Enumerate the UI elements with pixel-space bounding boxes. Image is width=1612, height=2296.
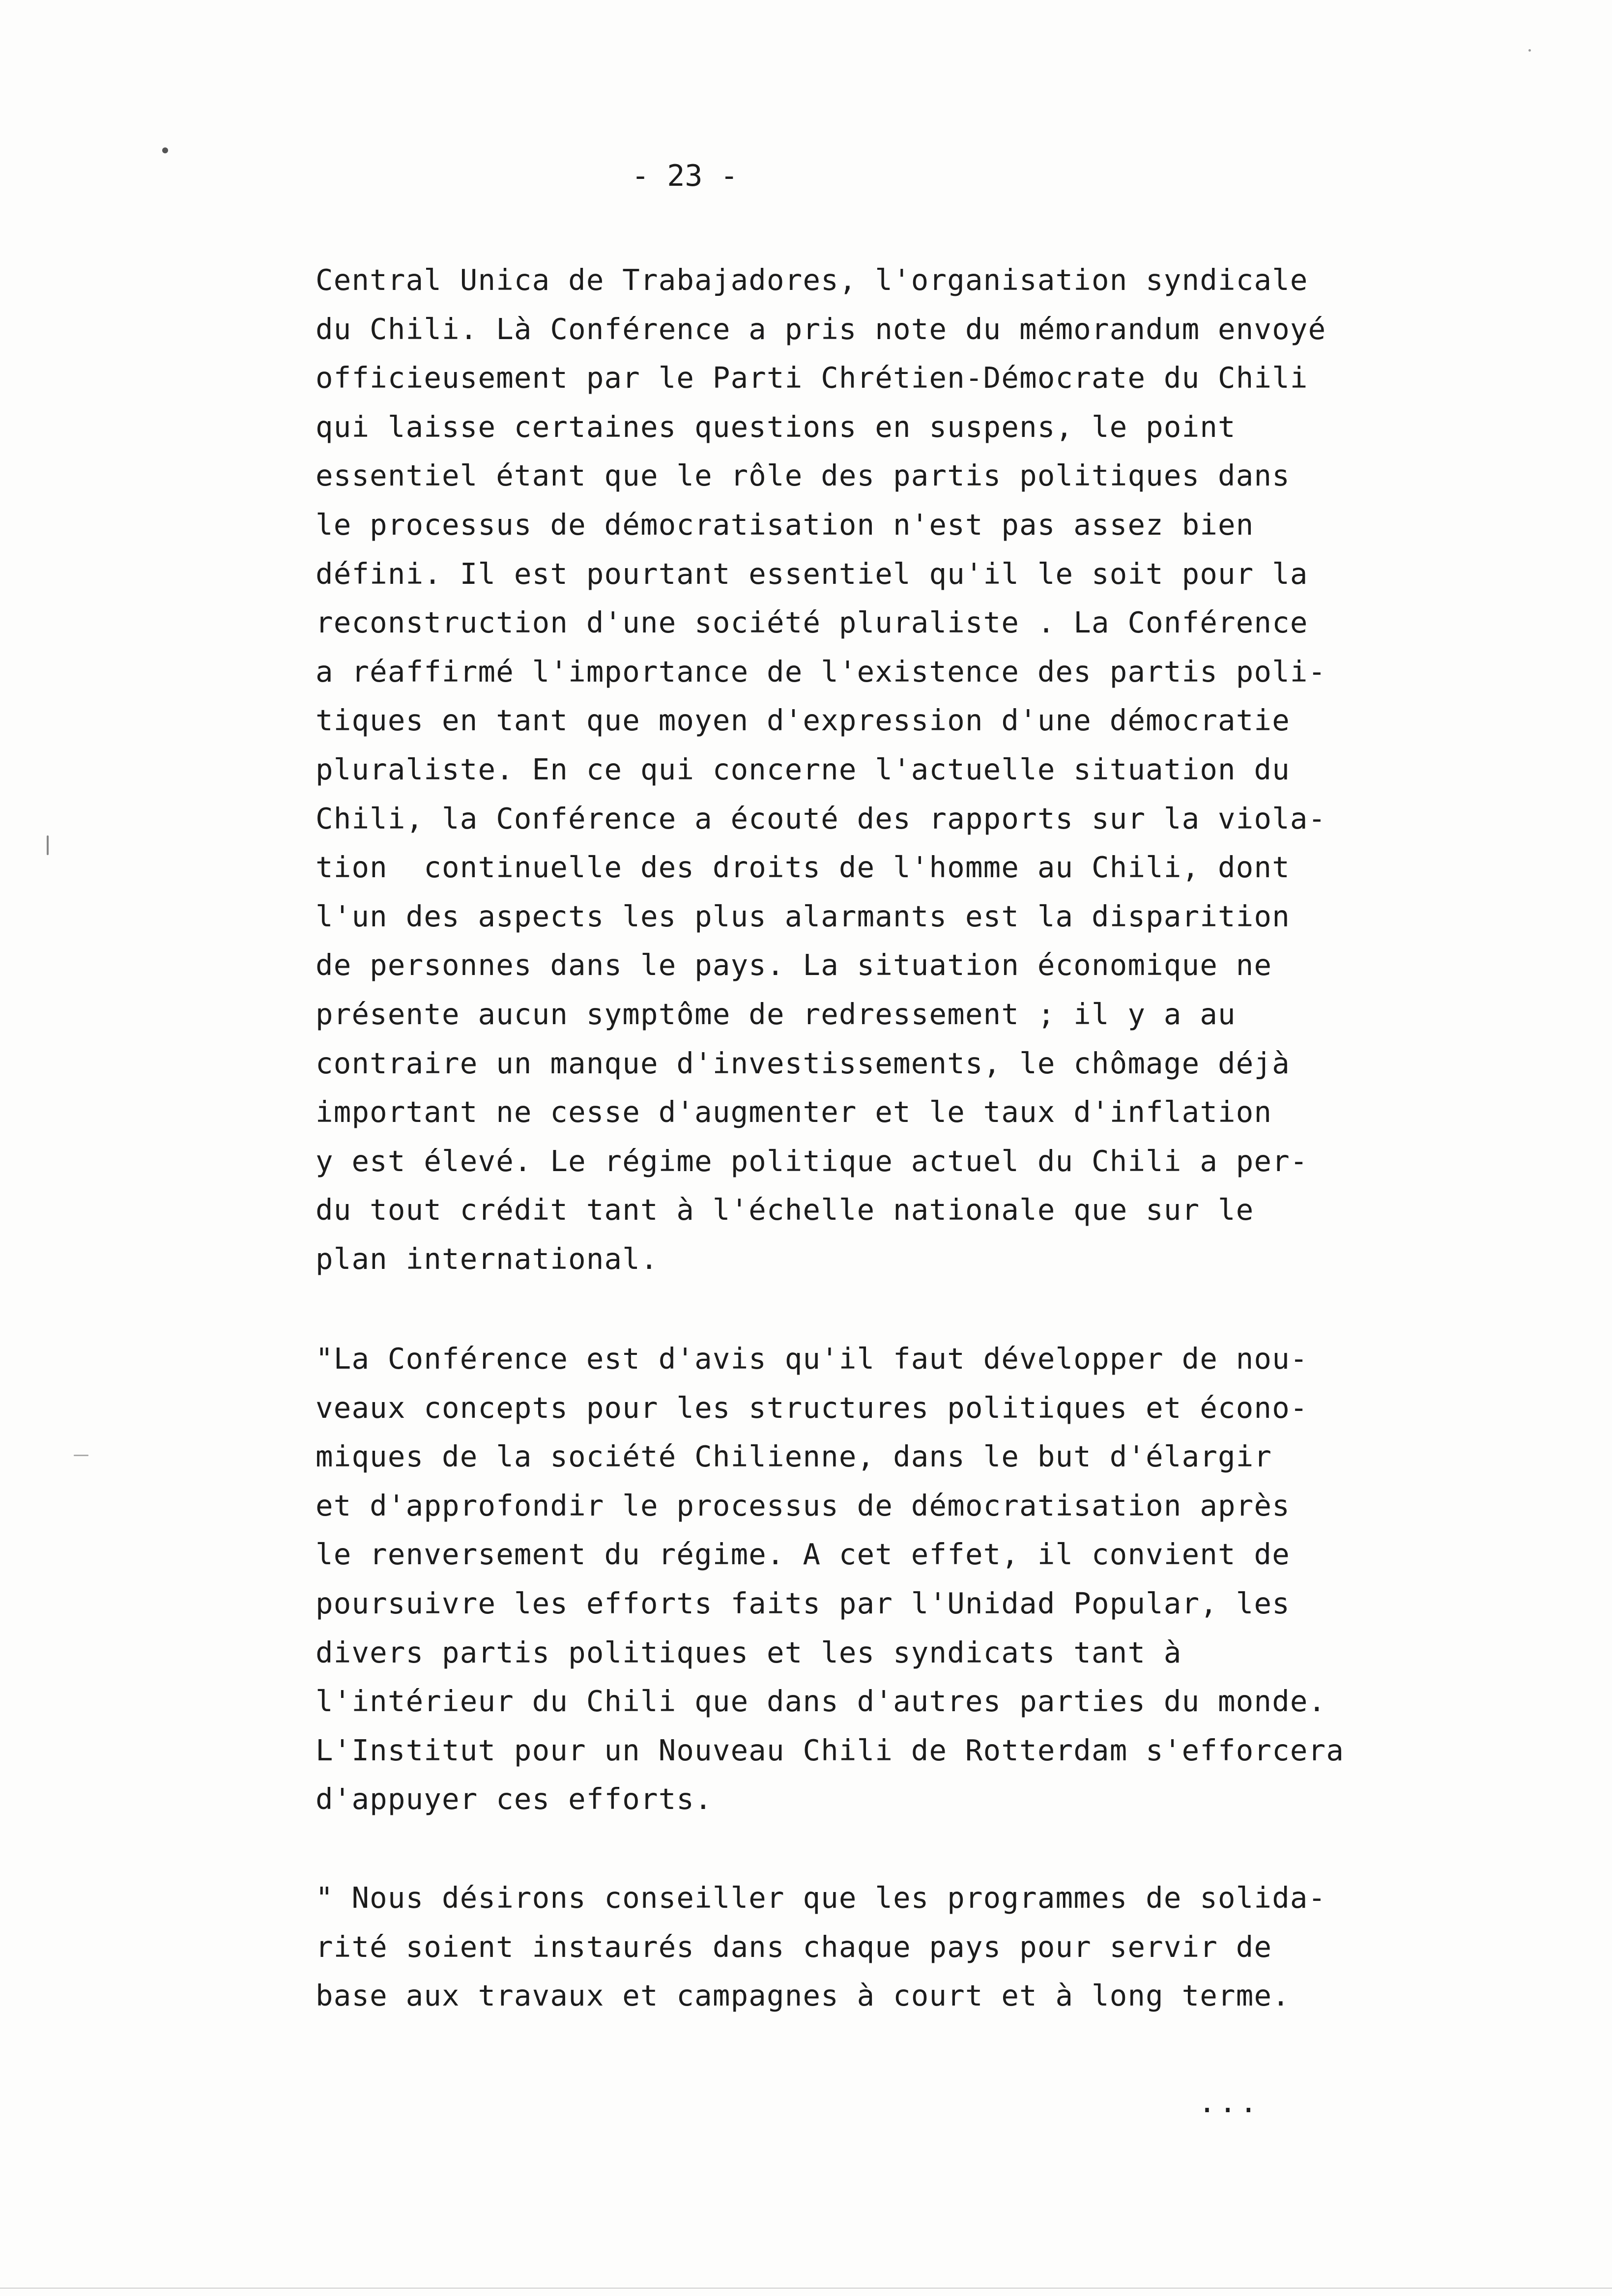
- text-line: défini. Il est pourtant essentiel qu'il le soit pour la: [316, 556, 1308, 591]
- continuation-mark: ...: [1198, 2085, 1261, 2120]
- page-number: - 23 -: [632, 159, 738, 193]
- text-line: l'intérieur du Chili que dans d'autres parties du monde.: [316, 1684, 1326, 1719]
- text-line: présente aucun symptôme de redressement ; il y a au: [316, 997, 1236, 1031]
- scan-speck: [1528, 49, 1531, 52]
- text-line: de personnes dans le pays. La situation économique ne: [316, 948, 1272, 982]
- scan-speck: [162, 147, 168, 153]
- text-line: poursuivre les efforts faits par l'Unidad Popular, les: [316, 1586, 1290, 1620]
- text-line: rité soient instaurés dans chaque pays pour servir de: [316, 1929, 1272, 1964]
- text-line: miques de la société Chilienne, dans le but d'élargir: [316, 1439, 1272, 1474]
- scan-speck: [47, 835, 49, 855]
- text-line: du tout crédit tant à l'échelle nationale que sur le: [316, 1193, 1254, 1227]
- text-line: important ne cesse d'augmenter et le taux d'inflation: [316, 1095, 1272, 1129]
- text-line: officieusement par le Parti Chrétien-Démocrate du Chili: [316, 361, 1308, 395]
- text-line: pluraliste. En ce qui concerne l'actuelle situation du: [316, 752, 1290, 786]
- text-line: a réaffirmé l'importance de l'existence des partis poli-: [316, 654, 1326, 689]
- text-line: Central Unica de Trabajadores, l'organisation syndicale: [316, 263, 1308, 297]
- scan-edge: [0, 2288, 1612, 2289]
- text-line: "La Conférence est d'avis qu'il faut développer de nou-: [316, 1342, 1308, 1376]
- text-line: reconstruction d'une société pluraliste . La Conférence: [316, 605, 1308, 640]
- text-line: l'un des aspects les plus alarmants est la disparition: [316, 899, 1290, 933]
- text-line: " Nous désirons conseiller que les programmes de solida-: [316, 1881, 1326, 1915]
- text-line: contraire un manque d'investissements, le chômage déjà: [316, 1046, 1290, 1080]
- text-line: divers partis politiques et les syndicats tant à: [316, 1635, 1182, 1669]
- text-line: Chili, la Conférence a écouté des rapports sur la viola-: [316, 801, 1326, 835]
- text-line: L'Institut pour un Nouveau Chili de Rotterdam s'efforcera: [316, 1733, 1345, 1767]
- text-line: le renversement du régime. A cet effet, il convient de: [316, 1537, 1290, 1572]
- scan-speck: [74, 1455, 88, 1456]
- text-line: tion continuelle des droits de l'homme au Chili, dont: [316, 850, 1290, 885]
- text-line: d'appuyer ces efforts.: [316, 1782, 713, 1816]
- text-line: y est élevé. Le régime politique actuel du Chili a per-: [316, 1144, 1308, 1178]
- text-line: plan international.: [316, 1241, 659, 1276]
- text-line: base aux travaux et campagnes à court et à long terme.: [316, 1979, 1290, 2013]
- text-line: essentiel étant que le rôle des partis politiques dans: [316, 459, 1290, 493]
- paragraph-2: [316, 1334, 1446, 1824]
- paragraph-1: [316, 256, 1446, 1283]
- text-line: du Chili. Là Conférence a pris note du mémorandum envoyé: [316, 312, 1326, 346]
- text-line: le processus de démocratisation n'est pas assez bien: [316, 507, 1254, 542]
- text-line: qui laisse certaines questions en suspens, le point: [316, 409, 1236, 444]
- text-line: tiques en tant que moyen d'expression d'une démocratie: [316, 703, 1290, 738]
- paragraph-3: [316, 1873, 1446, 2020]
- text-line: et d'approfondir le processus de démocratisation après: [316, 1488, 1290, 1522]
- text-line: veaux concepts pour les structures politiques et écono-: [316, 1390, 1308, 1425]
